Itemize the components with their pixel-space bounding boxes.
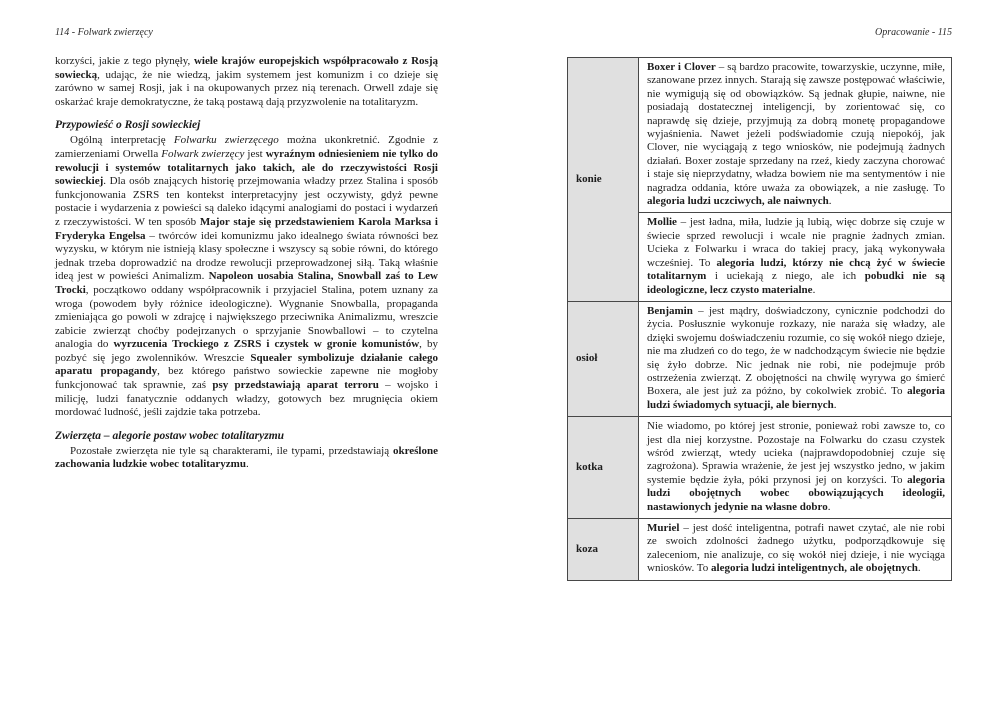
row-content — [639, 58, 951, 301]
text-segment: . — [827, 500, 831, 513]
row-label-konie: konie — [568, 58, 639, 301]
text-segment: . — [833, 398, 837, 411]
row-label-osiol: osioł — [568, 302, 639, 416]
text-segment: . — [917, 562, 921, 575]
text-segment: – jest dość inteligentna, potrafi nawet czytać, ale nie robi ze swoich zdolności żadnego użytku, podporządkowuje się zaleceniom, nie analizuje, co się wokół niej dzieje, i nie wyciąga wniosków. To — [647, 522, 945, 575]
table-row — [568, 416, 951, 518]
text-segment: wyrzucenia Trockiego z ZSRS i czystek w gronie komunistów — [113, 338, 420, 351]
table-row — [568, 58, 951, 301]
text-segment: – jest ładna, miła, ludzie ją lubią, więc dobrze się czuje w świecie sprzed rewolucji i wcale nie pragnie żadnych zmian. Ucieka z Folwarku i wraca do takiej pracy, jaką wykonywała wcześniej. To — [647, 216, 945, 269]
text-segment: psy przedstawiają aparat terroru — [212, 379, 379, 392]
running-head-left: 114 - Folwark zwierzęcy — [55, 27, 153, 38]
row-label-kotka: kotka — [568, 417, 639, 518]
table-cell-boxer-clover — [639, 58, 951, 212]
text-segment: , by pozbyć się jego zwolenników. Wreszcie — [55, 338, 439, 364]
paragraph-continuation — [55, 55, 438, 109]
row-content — [639, 519, 951, 580]
text-segment: alegoria ludzi uczciwych, ale naiwnych — [647, 195, 829, 208]
text-segment: pobudki nie są ideologiczne, lecz czysto materialne — [647, 270, 946, 296]
text-segment: Folwarku zwierzęcego — [173, 134, 279, 147]
text-segment: – jest mądry, doświadczony, cynicznie podchodzi do życia. Posłusznie wykonuje rozkazy, nie naraża się władzy, ale dzięki swojemu doświadczeniu rozumie, co się wokół niego dzieje, nie ma złudzeń co do tego, że w nadchodzącym świecie nie będzie się żyło dobrze. Nic jednak nie robi, nie podejmuje prób ostrzeżenia zwierząt. Z obojętności na chwilę wyrywa go śmierć Boxera, ale jest już za późno, by cokolwiek zrobić. To — [647, 304, 945, 398]
text-segment: wyraźnym odniesieniem nie tylko do rewolucji i systemów totalitarnych jako takich, ale do rzeczywistości Rosji sowieckiej — [55, 147, 438, 188]
text-segment: korzyści, jakie z tego płynęły, — [55, 55, 194, 67]
paragraph-animals-intro — [55, 445, 438, 472]
text-segment: Napoleon uosabia Stalina, Snowball zaś to Lew Trocki — [55, 270, 438, 296]
text-segment: – są bardzo pracowite, towarzyskie, uczynne, miłe, szanowane przez innych. Starają się zawsze postępować właściwie, nie wymigują się od obowiązków. Są jednak głupie, naiwne, nie posiadają dostatecznej inteligencji, by zorientować się, co naprawdę się dzieje, przyjmują za dobrą monetę propagandowe wyjaśnienia. Nawet jeżeli podświadomie czują niepokój, jak Clover, nie wyciągają z tego wniosków, nie podejmują żadnych działań. Boxer zostaje sprzedany na rzeź, kiedy zaczyna chorować i staje się nieprzydatny, władza bowiem nie ma sentymentów i nie nagradza oddania, które uważa za obowiązek, a nie zasługę. To — [647, 61, 945, 194]
text-segment: alegoria ludzi świadomych sytuacji, ale biernych — [647, 385, 945, 411]
text-segment: . — [245, 458, 249, 471]
text-segment: Squealer symbolizuje działanie całego aparatu propagandy — [55, 351, 438, 378]
table-cell-benjamin — [639, 302, 951, 416]
section-heading-zwierzeta: Zwierzęta – alegorie postaw wobec totalitaryzmu — [55, 429, 285, 442]
row-label-koza: koza — [568, 519, 639, 580]
text-segment: . — [812, 283, 816, 296]
text-segment: Ogólną interpretację — [70, 134, 174, 147]
table-cell-mollie — [639, 212, 951, 300]
text-segment: – wojsko i milicję, ludzi fanatycznie oddanych władzy, gotowych bez mrugnięcia okiem mordować ludność, jeśli zajdzie taka potrzeba. — [55, 379, 438, 419]
text-segment: , początkowo oddany współpracownik i przyjaciel Stalina, potem uznany za wroga (powodem były różnice ideologiczne). Wygnanie Snowballa, propaganda zmieniająca go powoli w zdrajcę i największego przeciwnika Animalizmu, wreszcie zabicie zwierząt choćby podejrzanych o sprzyjanie Snowballowi – to czytelna analogia do — [55, 283, 438, 351]
left-page-text-column — [55, 55, 438, 472]
table-cell-kotka — [639, 417, 951, 518]
text-segment: . — [828, 195, 832, 208]
table-row — [568, 301, 951, 416]
section-heading-przypowiesc: Przypowieść o Rosji sowieckiej — [55, 119, 201, 132]
animal-allegory-table — [567, 57, 952, 581]
row-content — [639, 302, 951, 416]
text-segment: alegoria ludzi, którzy nie chcą żyć w świecie totalitarnym — [647, 256, 945, 283]
text-segment: Nie wiadomo, po której jest stronie, ponieważ robi zawsze to, co jest dla niej korzystne. Pozostaje na Folwarku do czasu czystek wśród zwierząt, wtedy ucieka (najprawdopodobniej czuje się zagrożona). Sprawia wrażenie, że jest jej wszystko jedno, w jakim systemie będzie żyła, póki przynosi jej on korzyści. To — [647, 420, 945, 486]
text-segment: Mollie — [647, 216, 677, 229]
table-row — [568, 518, 951, 580]
text-segment: alegoria ludzi inteligentnych, ale obojętnych — [711, 562, 918, 575]
table-cell-muriel — [639, 519, 951, 580]
text-segment: Boxer i Clover — [647, 61, 716, 73]
text-segment: alegoria ludzi obojętnych wobec obowiązujących ideologii, nastawionych jedynie na własne dobro — [647, 473, 945, 513]
text-segment: Muriel — [647, 522, 680, 534]
text-segment: Benjamin — [647, 304, 693, 317]
text-segment: Folwark zwierzęcy — [161, 147, 245, 160]
row-content — [639, 417, 951, 518]
text-segment: wiele krajów europejskich współpracowało z Rosją sowiecką — [55, 55, 438, 81]
text-segment: określone zachowania ludzkie wobec totalitaryzmu — [55, 444, 438, 471]
text-segment: Pozostałe zwierzęta nie tyle są charakterami, ile typami, przedstawiają — [70, 444, 393, 457]
text-segment: Major staje się przedstawieniem Karola Marksa i Fryderyka Engelsa — [55, 215, 438, 242]
running-head-right: Opracowanie - 115 — [874, 27, 952, 38]
text-segment: i uciekają z niego, ale ich — [706, 270, 865, 283]
text-segment: jest — [244, 147, 266, 160]
text-segment: można ukonkretnić. Zgodnie z zamierzeniami Orwella — [55, 134, 438, 160]
text-segment: – twórców idei komunizmu jako idealnego świata równości bez wyzysku, w którym nie istnieją klasy społeczne i wszyscy są sobie równi, do którego jednak trzeba doprowadzić na drodze rewolucji przeprowadzonej siłą. Taką właśnie ideą jest w powieści Animalizm. — [55, 229, 438, 283]
paragraph-interpretation — [55, 134, 438, 419]
text-segment: . Dla osób znających historię przejmowania władzy przez Stalina i sposób funkcjonowania ZSRS ten kontekst interpretacyjny jest oczywisty, gdyż pewne postacie i wydarzenia z powieści są daleko idącymi analogiami do postaci i wydarzeń z rzeczywistości. W ten sposób — [55, 175, 438, 228]
text-segment: , udając, że nie wiedzą, jakim systemem jest komunizm i co dzieje się zarówno w samej Rosji, jak i na okupowanych przez nią terenach. Orwell zdaje się oskarżać kraje demokratyczne, że taką postawą dają przyzwolenie na totalitaryzm. — [55, 68, 438, 108]
text-segment: , bez którego państwo sowieckie zapewne nie mogłoby funkcjonować tak sprawnie, zaś — [55, 365, 438, 392]
